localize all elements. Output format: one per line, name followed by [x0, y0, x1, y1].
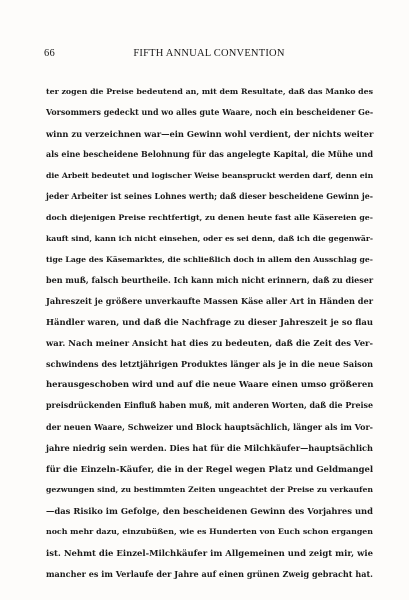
text-line: Händler waren, und daß die Nachfrage zu dieser Jahreszeit je so flau: [46, 317, 373, 328]
text-line: kauft sind, kann ich nicht einsehen, oder es sei denn, daß ich die gegenwär-: [46, 233, 373, 243]
text-line: für die Einzeln-Käufer, die in der Regel wegen Platz und Geldmangel: [46, 463, 374, 474]
page-number: 66: [44, 48, 55, 59]
text-line: die Arbeit bedeutet und logischer Weise beanspruckt werden darf, denn ein: [46, 170, 374, 180]
text-line: doch diejenigen Preise rechtfertigt, zu denen heute fast alle Käsereien ge-: [46, 212, 373, 222]
running-head: FIFTH ANNUAL CONVENTION: [133, 48, 285, 59]
text-line: mancher es im Verlaufe der Jahre auf einen grünen Zweig gebracht hat.: [46, 568, 373, 579]
text-line: als eine bescheidene Belohnung für das angelegte Kapital, die Mühe und: [46, 149, 373, 159]
text-line: —das Risiko im Gefolge, den bescheidenen Gewinn des Vorjahres und: [46, 505, 373, 516]
text-line: winn zu verzeichnen war—ein Gewinn wohl verdient, der nichts weiter: [46, 128, 374, 139]
body-text: [46, 82, 373, 585]
text-line: Jahreszeit je größere unverkaufte Massen Käse aller Art in Händen der: [46, 296, 373, 307]
page-header: [44, 48, 374, 62]
text-line: ter zogen die Preise bedeutend an, mit dem Resultate, daß das Manko des: [46, 87, 374, 96]
text-line: jeder Arbeiter ist seines Lohnes werth; daß dieser bescheidene Gewinn je-: [46, 191, 373, 201]
text-line: jahre niedrig sein werden. Dies hat für die Milchkäufer—hauptsächlich: [46, 442, 373, 453]
text-line: herausgeschoben wird und auf die neue Waare einen umso größeren: [46, 380, 374, 391]
text-line: ben muß, falsch beurtheile. Ich kann mich nicht erinnern, daß zu dieser: [46, 275, 374, 286]
text-line: ist. Nehmt die Einzel-Milchkäufer im Allgemeinen und zeigt mir, wie: [46, 547, 373, 558]
text-line: gezwungen sind, zu bestimmten Zeiten ungeachtet der Preise zu verkaufen: [46, 484, 373, 494]
text-line: der neuen Waare, Schweizer und Block hauptsächlich, länger als im Vor-: [46, 422, 373, 432]
text-line: Vorsommers gedeckt und wo alles gute Waare, noch ein bescheidener Ge-: [46, 107, 374, 117]
text-line: schwindens des letztjährigen Produktes länger als je in die neue Saison: [46, 359, 373, 370]
text-line: tige Lage des Käsemarktes, die schließlich doch in allem den Ausschlag ge-: [46, 254, 373, 264]
text-line: war. Nach meiner Ansicht hat dies zu bedeuten, daß die Zeit des Ver-: [46, 338, 373, 349]
text-line: preisdrückenden Einfluß haben muß, mit anderen Worten, daß die Preise: [46, 401, 373, 411]
text-line: noch mehr dazu, einzubüßen, wie es Hunderten von Euch schon ergangen: [46, 526, 373, 536]
